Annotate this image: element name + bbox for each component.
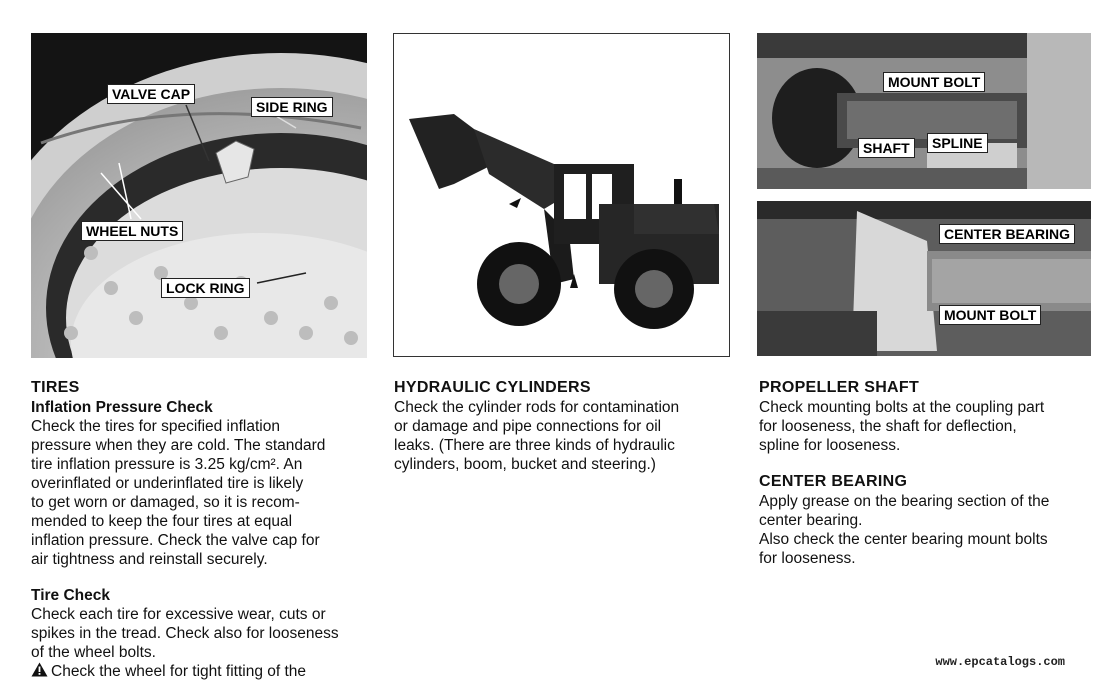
propeller-shaft-illustration	[757, 33, 1091, 189]
tires-heading: TIRES	[31, 379, 80, 396]
valve-cap-label: VALVE CAP	[107, 84, 195, 104]
propeller-shaft-section	[759, 378, 1091, 568]
center-bearing-line: for looseness.	[759, 550, 856, 567]
inflation-line: air tightness and reinstall securely.	[31, 551, 268, 568]
spline-label: SPLINE	[927, 133, 988, 153]
footer-url[interactable]: www.epcatalogs.com	[935, 655, 1065, 669]
inflation-line: Check the tires for specified inflation	[31, 418, 280, 435]
warning-triangle-icon	[31, 662, 48, 677]
center-bearing-line: center bearing.	[759, 512, 863, 529]
tire-check-heading: Tire Check	[31, 587, 110, 604]
wheel-nuts-label: WHEEL NUTS	[81, 221, 183, 241]
mount-bolt-label-bottom: MOUNT BOLT	[939, 305, 1041, 325]
propeller-line: for looseness, the shaft for deflection,	[759, 418, 1017, 435]
mount-bolt-label-top: MOUNT BOLT	[883, 72, 985, 92]
warning-line	[31, 662, 361, 681]
hydraulic-cylinders-section	[394, 378, 726, 474]
hydraulic-line: Check the cylinder rods for contamination	[394, 399, 680, 416]
inflation-line: inflation pressure. Check the valve cap for	[31, 532, 320, 549]
tire-check-line: Check each tire for excessive wear, cuts or	[31, 606, 326, 623]
tire-check-line: spikes in the tread. Check also for looseness	[31, 625, 339, 642]
inflation-pressure-heading: Inflation Pressure Check	[31, 399, 213, 416]
hydraulic-line: or damage and pipe connections for oil	[394, 418, 662, 435]
inflation-line: tire inflation pressure is 3.25 kg/cm². An	[31, 456, 303, 473]
propeller-shaft-heading: PROPELLER SHAFT	[759, 379, 920, 396]
inflation-line: overinflated or underinflated tire is likely	[31, 475, 304, 492]
tire-photo	[31, 33, 367, 358]
center-bearing-heading: CENTER BEARING	[759, 473, 908, 490]
hydraulic-line: leaks. (There are three kinds of hydraulic	[394, 437, 675, 454]
wheel-loader-illustration	[394, 34, 729, 356]
warning-text: Check the wheel for tight fitting of the	[51, 663, 307, 680]
loader-photo	[393, 33, 730, 357]
lock-ring-label: LOCK RING	[161, 278, 250, 298]
hydraulic-line: cylinders, boom, bucket and steering.)	[394, 456, 656, 473]
propeller-line: spline for looseness.	[759, 437, 901, 454]
tire-illustration	[31, 33, 367, 358]
inflation-line: to get worn or damaged, so it is recom-	[31, 494, 300, 511]
center-bearing-photo	[757, 201, 1091, 356]
inflation-line: pressure when they are cold. The standard	[31, 437, 326, 454]
center-bearing-line: Also check the center bearing mount bolts	[759, 531, 1048, 548]
inflation-line: mended to keep the four tires at equal	[31, 513, 293, 530]
hydraulic-cylinders-heading: HYDRAULIC CYLINDERS	[394, 379, 591, 396]
shaft-label: SHAFT	[858, 138, 915, 158]
tire-check-line: of the wheel bolts.	[31, 644, 156, 661]
propeller-shaft-photo	[757, 33, 1091, 189]
center-bearing-line: Apply grease on the bearing section of the	[759, 493, 1050, 510]
center-bearing-label: CENTER BEARING	[939, 224, 1075, 244]
side-ring-label: SIDE RING	[251, 97, 333, 117]
tires-section	[31, 378, 361, 681]
propeller-line: Check mounting bolts at the coupling part	[759, 399, 1045, 416]
